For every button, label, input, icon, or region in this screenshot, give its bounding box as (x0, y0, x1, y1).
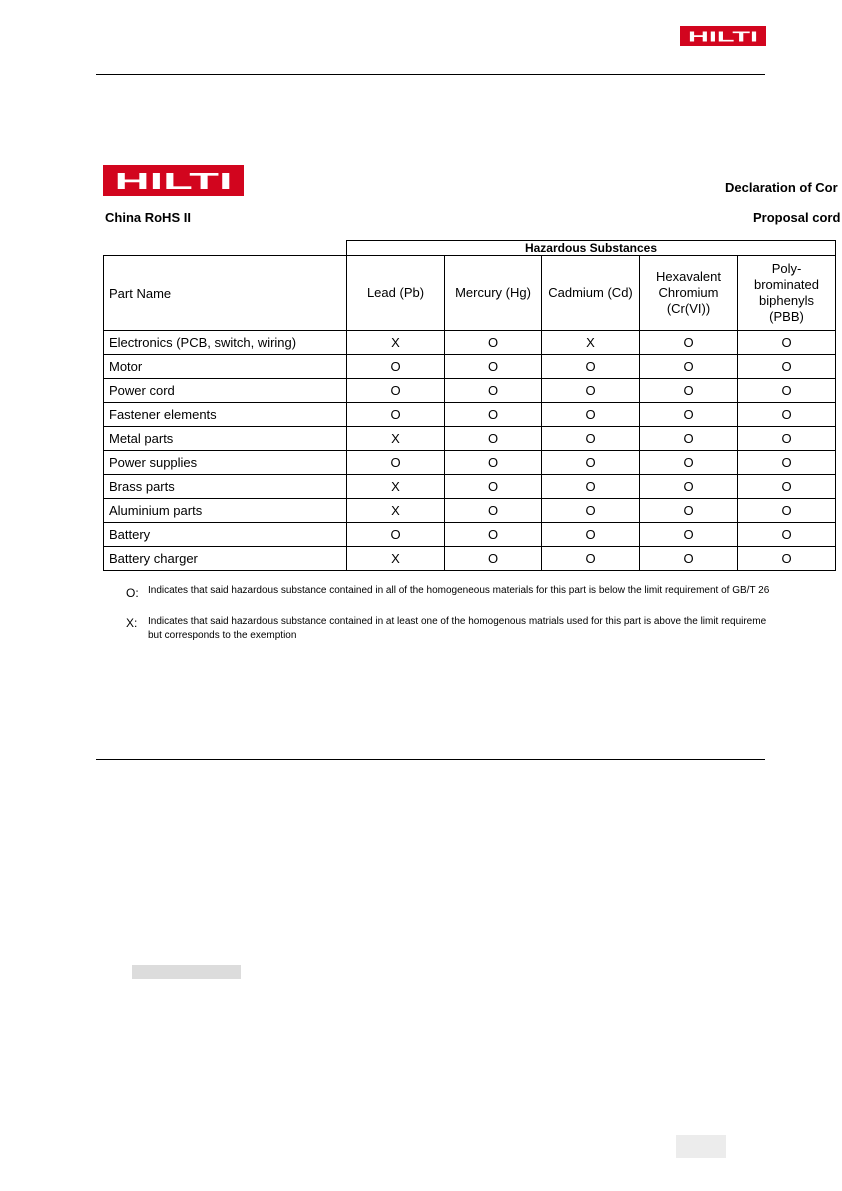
substance-value-cell: O (542, 427, 640, 451)
substance-value-cell: O (640, 547, 738, 571)
substance-value-cell: O (640, 451, 738, 475)
substance-value-cell: O (738, 403, 836, 427)
substance-value-cell: O (738, 547, 836, 571)
substance-value-cell: O (738, 355, 836, 379)
hilti-logo-document (103, 165, 244, 196)
table-row (104, 331, 836, 355)
substance-value-cell: X (542, 331, 640, 355)
legend-x-text-continued: but corresponds to the exemption (148, 630, 297, 641)
substance-value-cell: O (640, 355, 738, 379)
table-corner (104, 241, 347, 256)
content-divider (96, 759, 765, 760)
column-cadmium: Cadmium (Cd) (542, 256, 640, 331)
table-body (104, 331, 836, 571)
substance-value-cell: O (445, 499, 542, 523)
substance-value-cell: O (738, 451, 836, 475)
hazardous-substances-header: Hazardous Substances (347, 241, 836, 256)
substance-value-cell: O (640, 499, 738, 523)
page-number-box (676, 1135, 726, 1158)
substance-value-cell: O (542, 547, 640, 571)
substance-value-cell: O (445, 547, 542, 571)
table-row (104, 475, 836, 499)
part-name-cell: Fastener elements (104, 403, 347, 427)
table-row (104, 523, 836, 547)
legend-o-text: Indicates that said hazardous substance contained in all of the homogeneous materials for this part is below the limit requirement of GB/T 26 (148, 585, 770, 596)
hilti-logo-header (680, 26, 766, 46)
table-row (104, 403, 836, 427)
column-part-name: Part Name (104, 256, 347, 331)
column-hexavalent-chromium: Hexavalent Chromium (Cr(VI)) (640, 256, 738, 331)
column-pbb: Poly- brominated biphenyls (PBB) (738, 256, 836, 331)
part-name-cell: Aluminium parts (104, 499, 347, 523)
substance-value-cell: X (347, 547, 445, 571)
substance-value-cell: O (738, 331, 836, 355)
column-mercury: Mercury (Hg) (445, 256, 542, 331)
redacted-text-bar (132, 965, 241, 979)
substance-value-cell: O (542, 379, 640, 403)
column-lead: Lead (Pb) (347, 256, 445, 331)
substance-value-cell: O (542, 451, 640, 475)
table-row (104, 355, 836, 379)
substance-value-cell: O (347, 403, 445, 427)
part-name-cell: Motor (104, 355, 347, 379)
substance-value-cell: O (347, 451, 445, 475)
legend-x-text: Indicates that said hazardous substance contained in at least one of the homogenous matrials used for this part is above the limit requireme (148, 616, 767, 627)
hilti-logo-icon (680, 26, 766, 46)
part-name-cell: Battery (104, 523, 347, 547)
table-row (104, 547, 836, 571)
substance-value-cell: O (347, 523, 445, 547)
substance-value-cell: O (347, 355, 445, 379)
substance-value-cell: O (542, 475, 640, 499)
substance-value-cell: O (445, 379, 542, 403)
substance-value-cell: O (542, 403, 640, 427)
substance-value-cell: O (738, 499, 836, 523)
substance-value-cell: O (738, 523, 836, 547)
substance-value-cell: O (542, 499, 640, 523)
substance-value-cell: O (445, 403, 542, 427)
part-name-cell: Power cord (104, 379, 347, 403)
substance-value-cell: O (445, 475, 542, 499)
svg-text:HILTI: HILTI (688, 28, 758, 46)
part-name-cell: Battery charger (104, 547, 347, 571)
substance-value-cell: X (347, 475, 445, 499)
substance-value-cell: O (445, 331, 542, 355)
header-divider (96, 74, 765, 75)
declaration-title: Declaration of Cor (725, 180, 838, 195)
part-name-cell: Brass parts (104, 475, 347, 499)
substance-value-cell: O (738, 379, 836, 403)
substance-value-cell: O (640, 475, 738, 499)
substance-value-cell: O (738, 475, 836, 499)
part-name-cell: Electronics (PCB, switch, wiring) (104, 331, 347, 355)
part-name-cell: Metal parts (104, 427, 347, 451)
substance-value-cell: O (445, 451, 542, 475)
hazardous-substances-table (103, 240, 836, 571)
substance-value-cell: X (347, 499, 445, 523)
svg-text:HILTI: HILTI (114, 168, 233, 194)
legend-x-symbol: X: (126, 616, 138, 630)
table-row (104, 499, 836, 523)
substance-value-cell: X (347, 427, 445, 451)
hilti-logo-large-icon (103, 165, 244, 196)
substance-value-cell: O (445, 427, 542, 451)
substance-value-cell: O (640, 403, 738, 427)
legend-o-symbol: O: (126, 586, 139, 600)
table-row (104, 451, 836, 475)
substance-value-cell: O (445, 355, 542, 379)
substance-value-cell: O (542, 523, 640, 547)
substance-value-cell: X (347, 331, 445, 355)
rohs-section-title: China RoHS II (105, 210, 191, 225)
proposal-title: Proposal cord (753, 210, 841, 225)
substance-value-cell: O (542, 355, 640, 379)
substance-value-cell: O (640, 331, 738, 355)
substance-value-cell: O (640, 523, 738, 547)
substance-value-cell: O (640, 379, 738, 403)
substance-value-cell: O (445, 523, 542, 547)
table-row (104, 379, 836, 403)
table-row (104, 427, 836, 451)
part-name-cell: Power supplies (104, 451, 347, 475)
substance-value-cell: O (640, 427, 738, 451)
substance-value-cell: O (347, 379, 445, 403)
substance-value-cell: O (738, 427, 836, 451)
